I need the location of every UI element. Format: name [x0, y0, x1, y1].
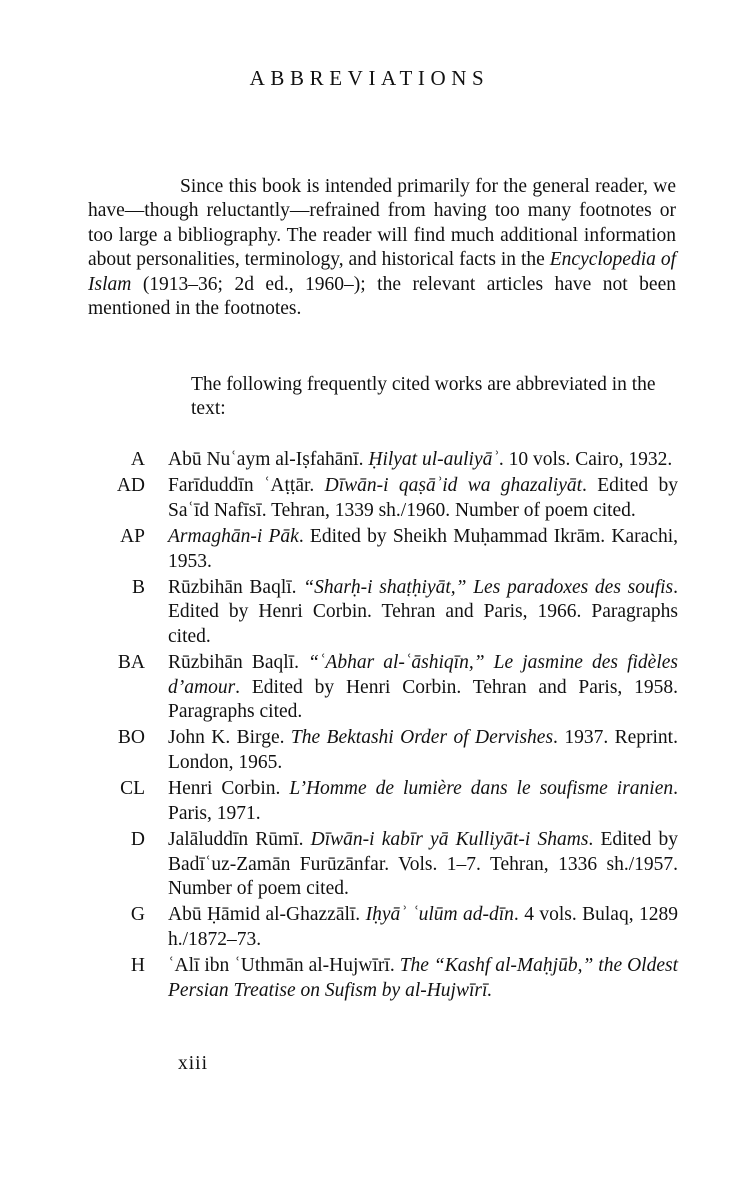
intro-text-end: (1913–36; 2d ed., 1960–); the relevant articles have not been mentioned in the footnotes.	[88, 273, 676, 320]
list-lead-paragraph: The following frequently cited works are abbreviated in the text:	[191, 374, 656, 420]
citation-details: . 10 vols. Cairo, 1932.	[498, 449, 673, 470]
citation-author: Abū Ḥāmid al-Ghazzālī.	[168, 904, 366, 926]
abbreviation-code: AP	[120, 526, 145, 548]
citation-title: Armaghān-i Pāk	[168, 526, 299, 548]
citation-title: The Bektashi Order of Dervishes	[290, 727, 554, 749]
citation-details: . Edited by Henri Corbin. Tehran and Paris, 1958. Paragraphs cited.	[168, 676, 678, 723]
citation-title: Dīwān-i qaṣāʾid wa ghazaliyāt	[324, 475, 583, 497]
citation-text	[168, 828, 678, 901]
citation-title: Ḥilyat ul-auliyāʾ	[368, 449, 499, 470]
citation-text	[168, 954, 678, 1003]
citation-details: . 1937. Reprint. London, 1965.	[168, 727, 678, 773]
citation-text	[168, 651, 678, 724]
citation-author: Abū Nuʿaym al-Iṣfahānī.	[168, 449, 369, 470]
list-item	[88, 903, 678, 952]
list-item	[88, 448, 678, 472]
list-item	[88, 954, 678, 1003]
abbreviation-code: A	[130, 449, 145, 470]
abbreviation-code: H	[130, 955, 145, 977]
citation-details: . Edited by Badīʿuz-Zamān Furūzānfar. Vols. 1–7. Tehran, 1336 sh./1957. Number of poem cited.	[168, 829, 678, 899]
citation-author: ʿAlī ibn ʿUthmān al-Hujwīrī.	[168, 955, 400, 977]
abbreviation-code: B	[131, 577, 145, 599]
citation-text	[168, 448, 678, 472]
list-item	[88, 651, 678, 724]
abbreviation-code: CL	[120, 778, 145, 800]
citation-author: John K. Birge.	[168, 727, 291, 749]
citation-details: . Paris, 1971.	[168, 778, 678, 824]
citation-title: Iḥyāʾ ʿulūm ad-dīn	[365, 904, 514, 926]
list-item	[88, 726, 678, 775]
citation-author: Farīduddīn ʿAṭṭār.	[168, 475, 325, 497]
citation-text	[168, 525, 678, 574]
abbreviation-list	[88, 448, 678, 1005]
citation-details: . Edited by Sheikh Muḥammad Ikrām. Karachi, 1953.	[168, 526, 678, 572]
list-item	[88, 474, 678, 523]
abbreviation-code: G	[130, 904, 145, 926]
citation-text	[168, 474, 678, 523]
citation-text	[168, 777, 678, 826]
citation-title: “Sharḥ-i shaṭḥiyāt,” Les paradoxes des soufis	[303, 577, 674, 599]
citation-text	[168, 576, 678, 649]
citation-author: Rūzbihān Baqlī.	[168, 652, 309, 674]
abbreviation-code: BO	[117, 727, 145, 749]
intro-paragraph	[88, 175, 676, 321]
citation-text	[168, 726, 678, 775]
citation-details: . Edited by Saʿīd Nafīsī. Tehran, 1339 sh./1960. Number of poem cited.	[168, 475, 678, 521]
citation-details: . Edited by Henri Corbin. Tehran and Paris, 1966. Paragraphs cited.	[168, 577, 678, 647]
citation-details: . 4 vols. Bulaq, 1289 h./1872–73.	[168, 904, 678, 950]
list-item	[88, 777, 678, 826]
abbreviation-code: D	[130, 829, 145, 851]
list-item	[88, 576, 678, 649]
intro-italic-title: Encyclopedia of Islam	[88, 249, 676, 295]
citation-author: Rūzbihān Baqlī.	[168, 577, 304, 599]
citation-text	[168, 903, 678, 952]
abbreviation-code: BA	[117, 652, 145, 674]
citation-title: “ʿAbhar al-ʿāshiqīn,” Le jasmine des fidèles d’amour	[168, 652, 678, 698]
citation-author: Henri Corbin.	[168, 778, 290, 800]
abbreviation-code: AD	[116, 475, 145, 497]
citation-author: Jalāluddīn Rūmī.	[168, 829, 311, 851]
list-item	[88, 525, 678, 574]
citation-title: The “Kashf al-Maḥjūb,” the Oldest Persian Treatise on Sufism by al-Hujwīrī.	[168, 955, 679, 1001]
citation-title: Dīwān-i kabīr yā Kulliyāt-i Shams	[310, 829, 589, 851]
page-title: ABBREVIATIONS	[249, 66, 490, 90]
citation-title: L’Homme de lumière dans le soufisme iranien	[289, 778, 674, 800]
intro-text-start: Since this book is intended primarily for the general reader, we have—though reluctantly—refrained from having too many footnotes or too large a bibliography. The reader will find much additional information about personalities, terminology, and historical facts in the	[88, 176, 676, 271]
list-item	[88, 828, 678, 901]
page-number: xiii	[178, 1053, 209, 1074]
